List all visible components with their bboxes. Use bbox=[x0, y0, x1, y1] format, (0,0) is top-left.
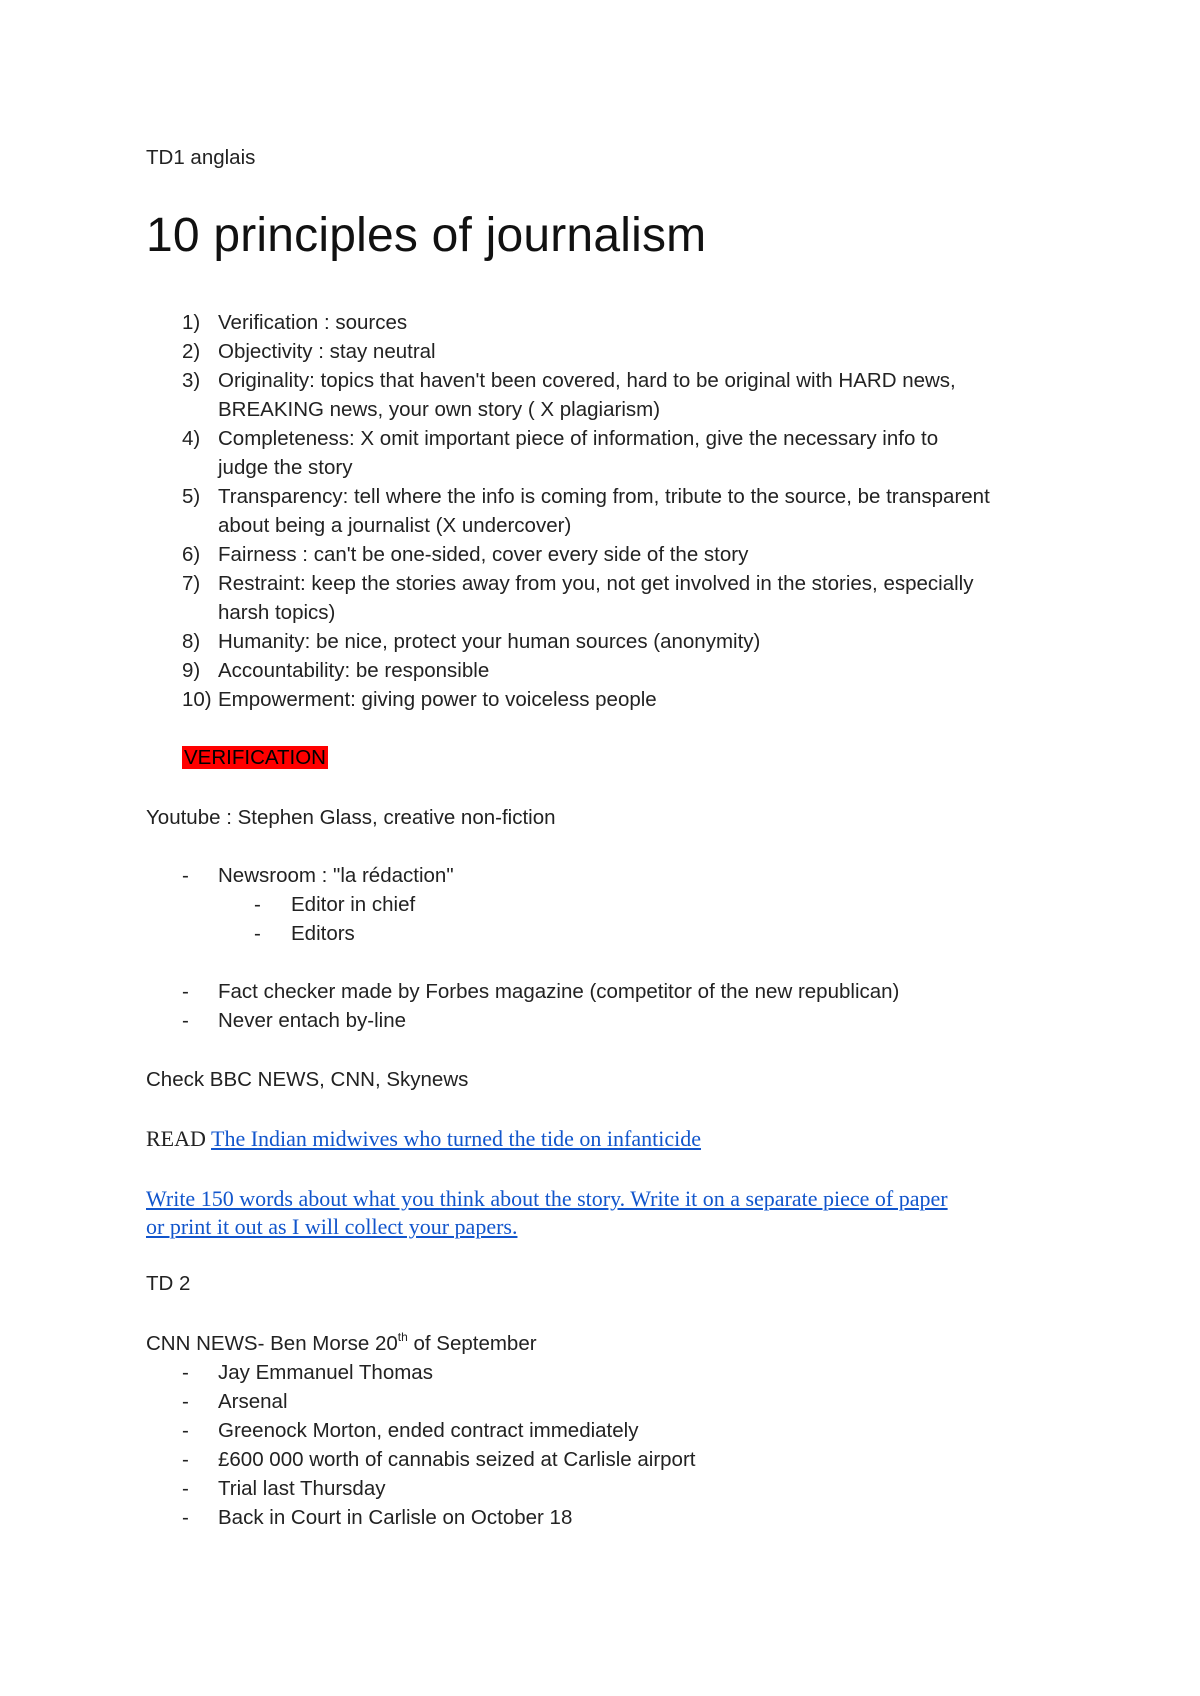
list-number: 3) bbox=[182, 369, 201, 392]
list-text: Fairness : can't be one-sided, cover every side of the story bbox=[218, 543, 749, 566]
list-text-continued: harsh topics) bbox=[218, 601, 336, 624]
list-item: Fact checker made by Forbes magazine (competitor of the new republican) bbox=[218, 980, 900, 1003]
list-item: Greenock Morton, ended contract immediately bbox=[218, 1419, 639, 1442]
list-text: Completeness: X omit important piece of information, give the necessary info to bbox=[218, 427, 939, 450]
read-line bbox=[146, 1126, 701, 1152]
list-number: 8) bbox=[182, 630, 201, 653]
list-number: 10) bbox=[182, 688, 212, 711]
td2-intro-suffix: of September bbox=[407, 1332, 537, 1355]
read-label: READ bbox=[146, 1126, 206, 1151]
sub-list-item: Editor in chief bbox=[291, 893, 416, 916]
bullet-marker: - bbox=[254, 922, 261, 945]
td2-intro bbox=[146, 1332, 537, 1356]
list-item: Arsenal bbox=[218, 1390, 288, 1413]
list-text: Transparency: tell where the info is coming from, tribute to the source, be transparent bbox=[218, 485, 990, 508]
list-text: Originality: topics that haven't been covered, hard to be original with HARD news, bbox=[218, 369, 956, 392]
bullet-marker: - bbox=[182, 864, 189, 887]
list-number: 4) bbox=[182, 427, 201, 450]
list-text: Verification : sources bbox=[218, 311, 408, 334]
list-text: Empowerment: giving power to voiceless people bbox=[218, 688, 657, 711]
list-number: 6) bbox=[182, 543, 201, 566]
bullet-marker: - bbox=[182, 1506, 189, 1529]
section-heading-verification bbox=[182, 746, 328, 770]
bullet-marker: - bbox=[182, 1477, 189, 1500]
bullet-marker: - bbox=[182, 1009, 189, 1032]
list-text: Humanity: be nice, protect your human sources (anonymity) bbox=[218, 630, 761, 653]
list-item: £600 000 worth of cannabis seized at Carlisle airport bbox=[218, 1448, 696, 1471]
youtube-note: Youtube : Stephen Glass, creative non-fiction bbox=[146, 806, 556, 829]
assignment-line bbox=[146, 1214, 517, 1240]
bullet-marker: - bbox=[182, 1448, 189, 1471]
list-text-continued: about being a journalist (X undercover) bbox=[218, 514, 572, 537]
list-text: Restraint: keep the stories away from you, not get involved in the stories, especially bbox=[218, 572, 974, 595]
newsroom-item: Newsroom : "la rédaction" bbox=[218, 864, 454, 887]
check-sources-note: Check BBC NEWS, CNN, Skynews bbox=[146, 1068, 469, 1091]
bullet-marker: - bbox=[254, 893, 261, 916]
assignment-link[interactable]: Write 150 words about what you think about the story. Write it on a separate piece of paper bbox=[146, 1186, 948, 1211]
list-item: Jay Emmanuel Thomas bbox=[218, 1361, 433, 1384]
list-number: 1) bbox=[182, 311, 201, 334]
highlighted-heading: VERIFICATION bbox=[184, 746, 326, 769]
list-text: Accountability: be responsible bbox=[218, 659, 490, 682]
section-heading-td2: TD 2 bbox=[146, 1272, 191, 1295]
list-item: Trial last Thursday bbox=[218, 1477, 386, 1500]
list-item: Back in Court in Carlisle on October 18 bbox=[218, 1506, 573, 1529]
list-text-continued: BREAKING news, your own story ( X plagiarism) bbox=[218, 398, 661, 421]
list-text: Objectivity : stay neutral bbox=[218, 340, 436, 363]
page-title: 10 principles of journalism bbox=[146, 209, 707, 262]
bullet-marker: - bbox=[182, 980, 189, 1003]
bullet-marker: - bbox=[182, 1419, 189, 1442]
article-link[interactable]: The Indian midwives who turned the tide on infanticide bbox=[211, 1126, 701, 1151]
assignment-line bbox=[146, 1186, 948, 1212]
list-number: 5) bbox=[182, 485, 201, 508]
list-number: 7) bbox=[182, 572, 201, 595]
list-number: 9) bbox=[182, 659, 201, 682]
course-label: TD1 anglais bbox=[146, 146, 256, 169]
td2-intro-prefix: CNN NEWS- Ben Morse 20 bbox=[146, 1332, 398, 1355]
list-number: 2) bbox=[182, 340, 201, 363]
ordinal-suffix: th bbox=[397, 1330, 408, 1344]
assignment-link[interactable]: or print it out as I will collect your papers. bbox=[146, 1214, 518, 1239]
bullet-marker: - bbox=[182, 1390, 189, 1413]
list-text-continued: judge the story bbox=[218, 456, 353, 479]
sub-list-item: Editors bbox=[291, 922, 355, 945]
list-item: Never entach by-line bbox=[218, 1009, 407, 1032]
bullet-marker: - bbox=[182, 1361, 189, 1384]
